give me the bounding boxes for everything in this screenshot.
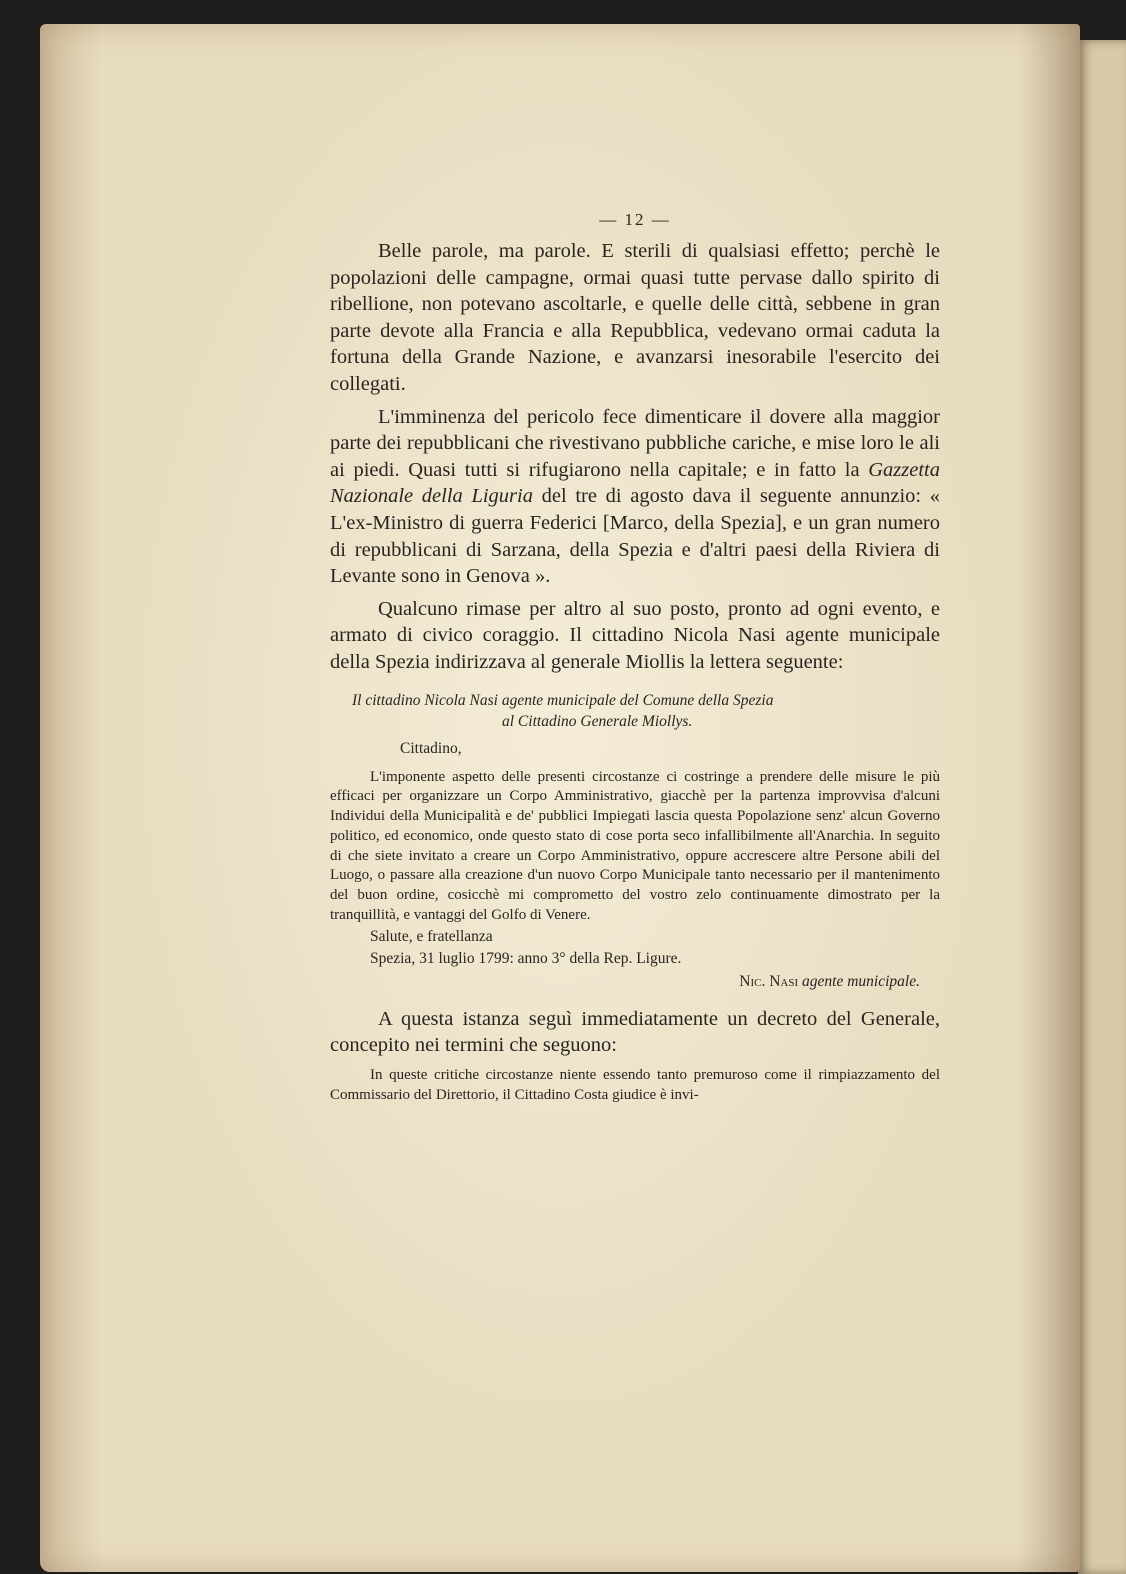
- letter-heading-line-2: al Cittadino Generale Miollys.: [502, 712, 693, 730]
- paragraph-2-text-b: del tre di agosto dava il seguente annunzio: « L'ex-Ministro di guerra Federici [Marco, della Spezia], e un gran numero di repubblicani di Sarzana, della Spezia e d'altri paesi della Riviera di Levante sono in Genova ».: [330, 485, 940, 588]
- page-number: — 12 —: [599, 210, 671, 229]
- decree-text: In queste critiche circostanze niente essendo tanto premuroso come il rimpiazzamento del Commissario del Direttorio, il Cittadino Costa giudice è invi-: [330, 1067, 940, 1104]
- paragraph-4: A questa istanza seguì immediatamente un decreto del Generale, concepito nei termini che seguono:: [330, 1007, 940, 1057]
- signature-name: Nic. Nasi: [739, 972, 799, 990]
- gazette-title: Gazzetta Nazionale della Liguria: [330, 458, 940, 508]
- letter-signature: [330, 970, 920, 994]
- signature-title: agente municipale.: [802, 972, 920, 990]
- letter-closing-2: Spezia, 31 luglio 1799: anno 3° della Rep. Ligure.: [370, 949, 682, 967]
- letter-body: L'imponente aspetto delle presenti circostanze ci costringe a prendere delle misure le più efficaci per organizzare un Corpo Amministrativo, giacchè per la partenza improvvisa d'alcuni Individui della Municipalità e de' pubblici Impiegati lascia questa Popolazione senz' alcun Governo politico, ed economico, onde questo stato di cose porta seco infallibilmente all'Anarchia. In seguito di che siete invitato a creare un Corpo Amministrativo, oppure accrescere altre Persone abili del Luogo, o passare alla creazione d'un nuovo Corpo Municipale tanto necessario per il mantenimento del buon ordine, cosicchè mi comprometto del vostro zelo continuamente dimostrato per la tranquillità, e vantaggi del Golfo di Venere.: [330, 768, 940, 924]
- paragraph-1: Belle parole, ma parole. E sterili di qualsiasi effetto; perchè le popolazioni delle campagne, ormai quasi tutte pervase dallo spirito di ribellione, non potevano ascoltarle, e quelle delle città, sebbene in gran parte devote alla Francia e alla Repubblica, vedevano ormai caduta la fortuna della Grande Nazione, e avanzarsi inesorabile l'esercito dei collegati.: [330, 240, 940, 395]
- page-text: [330, 200, 940, 1105]
- letter-heading: [330, 690, 940, 732]
- letter-closing-1: Salute, e fratellanza: [370, 927, 493, 945]
- paragraph-2: [330, 404, 940, 590]
- paragraph-2-text-a: L'imminenza del pericolo fece dimenticare il dovere alla maggior parte dei repubblicani che rivestivano pubbliche cariche, e mise loro le ali ai piedi. Quasi tutti si rifugiarono nella capitale; e in fatto la: [330, 405, 940, 481]
- letter-heading-line-1: Il cittadino Nicola Nasi agente municipale del Comune della Spezia: [352, 691, 774, 709]
- adjacent-page-edge: [1078, 40, 1126, 1574]
- paragraph-3: Qualcuno rimase per altro al suo posto, pronto ad ogni evento, e armato di civico coraggio. Il cittadino Nicola Nasi agente municipale della Spezia indirizzava al generale Miollis la lettera seguente:: [330, 597, 940, 673]
- letter-salutation: Cittadino,: [400, 739, 462, 757]
